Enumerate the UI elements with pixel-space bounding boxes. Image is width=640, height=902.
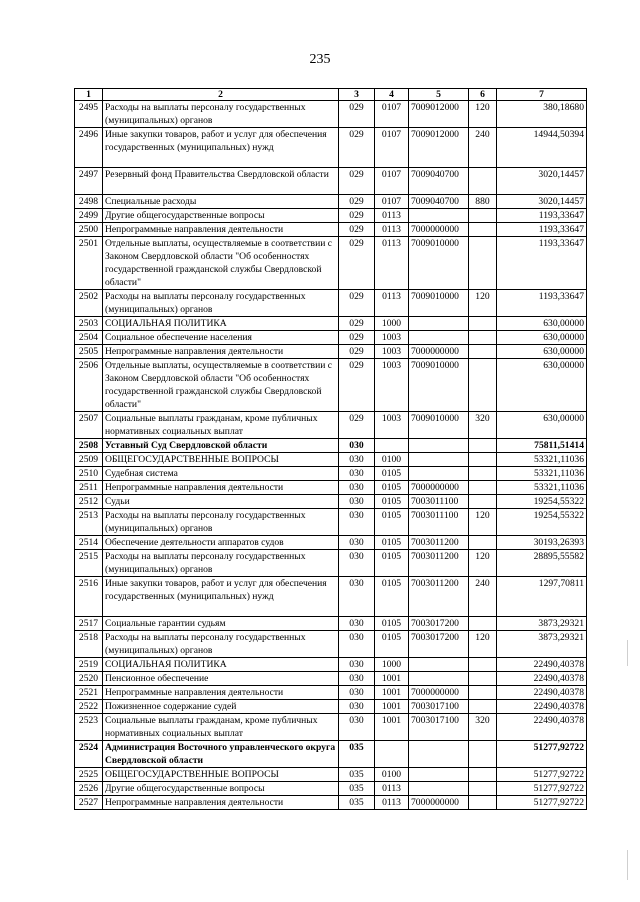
row-amount-cell: 19254,55322 [497, 495, 587, 509]
table-row [75, 168, 587, 195]
row-code-section-cell: 1000 [375, 658, 409, 672]
row-amount-cell: 51277,92722 [497, 768, 587, 782]
header-cell-7: 7 [497, 89, 587, 101]
header-cell-6: 6 [469, 89, 497, 101]
table-row [75, 782, 587, 796]
row-code-article-cell: 7000000000 [409, 481, 469, 495]
row-code-article-cell: 7009010000 [409, 412, 469, 439]
row-amount-cell: 22490,40378 [497, 714, 587, 741]
row-code-article-cell [409, 317, 469, 331]
row-code-ministry-cell: 029 [339, 331, 375, 345]
row-code-type-cell [469, 768, 497, 782]
row-name-cell: Резервный фонд Правительства Свердловской области [103, 168, 339, 195]
row-code-article-cell: 7000000000 [409, 686, 469, 700]
row-code-section-cell: 1000 [375, 317, 409, 331]
table-row [75, 290, 587, 317]
row-amount-cell: 1193,33647 [497, 237, 587, 290]
row-code-ministry-cell: 029 [339, 359, 375, 412]
header-cell-5: 5 [409, 89, 469, 101]
row-name-cell: Непрограммные направления деятельности [103, 796, 339, 810]
row-amount-cell: 1193,33647 [497, 209, 587, 223]
row-code-ministry-cell: 030 [339, 495, 375, 509]
row-number-cell: 2500 [75, 223, 103, 237]
row-name-cell: Иные закупки товаров, работ и услуг для обеспечения государственных (муниципальных) нужд [103, 577, 339, 617]
row-code-ministry-cell: 029 [339, 101, 375, 128]
row-number-cell: 2496 [75, 128, 103, 168]
row-number-cell: 2507 [75, 412, 103, 439]
header-cell-2: 2 [103, 89, 339, 101]
row-code-type-cell: 240 [469, 128, 497, 168]
row-code-ministry-cell: 030 [339, 700, 375, 714]
row-name-cell: Расходы на выплаты персоналу государственных (муниципальных) органов [103, 290, 339, 317]
row-code-article-cell: 7000000000 [409, 223, 469, 237]
row-number-cell: 2526 [75, 782, 103, 796]
row-code-ministry-cell: 030 [339, 467, 375, 481]
row-code-article-cell [409, 658, 469, 672]
row-code-type-cell [469, 345, 497, 359]
table-row [75, 195, 587, 209]
row-code-ministry-cell: 029 [339, 195, 375, 209]
row-number-cell: 2519 [75, 658, 103, 672]
row-code-section-cell: 1003 [375, 359, 409, 412]
row-code-type-cell: 240 [469, 577, 497, 617]
row-code-ministry-cell: 029 [339, 345, 375, 359]
row-amount-cell: 630,00000 [497, 359, 587, 412]
row-code-section-cell: 0113 [375, 223, 409, 237]
row-amount-cell: 630,00000 [497, 331, 587, 345]
row-code-article-cell [409, 453, 469, 467]
row-name-cell: Пожизненное содержание судей [103, 700, 339, 714]
row-number-cell: 2521 [75, 686, 103, 700]
row-code-ministry-cell: 030 [339, 439, 375, 453]
row-name-cell: Другие общегосударственные вопросы [103, 209, 339, 223]
row-code-section-cell: 0113 [375, 796, 409, 810]
table-row [75, 768, 587, 782]
row-name-cell: Отдельные выплаты, осуществляемые в соответствии с Законом Свердловской области "Об особенностях государственной гражданской службы Свердловской области" [103, 237, 339, 290]
row-name-cell: Пенсионное обеспечение [103, 672, 339, 686]
row-code-type-cell: 120 [469, 509, 497, 536]
row-amount-cell: 53321,11036 [497, 453, 587, 467]
row-name-cell: ОБЩЕГОСУДАРСТВЕННЫЕ ВОПРОСЫ [103, 768, 339, 782]
row-code-ministry-cell: 030 [339, 509, 375, 536]
table-row [75, 439, 587, 453]
row-code-article-cell: 7000000000 [409, 796, 469, 810]
row-number-cell: 2527 [75, 796, 103, 810]
row-name-cell: Социальные гарантии судьям [103, 617, 339, 631]
row-number-cell: 2514 [75, 536, 103, 550]
row-name-cell: Расходы на выплаты персоналу государственных (муниципальных) органов [103, 509, 339, 536]
row-code-article-cell: 7003011100 [409, 495, 469, 509]
row-code-type-cell [469, 672, 497, 686]
row-code-section-cell: 0113 [375, 209, 409, 223]
row-code-ministry-cell: 030 [339, 481, 375, 495]
row-code-type-cell [469, 658, 497, 672]
row-code-section-cell: 0105 [375, 536, 409, 550]
row-number-cell: 2513 [75, 509, 103, 536]
row-number-cell: 2504 [75, 331, 103, 345]
row-code-ministry-cell: 030 [339, 453, 375, 467]
table-row [75, 495, 587, 509]
row-number-cell: 2518 [75, 631, 103, 658]
row-name-cell: Расходы на выплаты персоналу государственных (муниципальных) органов [103, 550, 339, 577]
row-code-type-cell [469, 359, 497, 412]
row-code-article-cell: 7009012000 [409, 101, 469, 128]
row-number-cell: 2502 [75, 290, 103, 317]
row-code-section-cell: 1003 [375, 331, 409, 345]
row-number-cell: 2522 [75, 700, 103, 714]
row-name-cell: Судебная система [103, 467, 339, 481]
table-row [75, 658, 587, 672]
row-amount-cell: 630,00000 [497, 345, 587, 359]
row-code-section-cell: 0113 [375, 290, 409, 317]
row-code-article-cell [409, 209, 469, 223]
row-name-cell: Социальное обеспечение населения [103, 331, 339, 345]
table-row [75, 128, 587, 168]
row-code-article-cell: 7009012000 [409, 128, 469, 168]
row-code-type-cell: 120 [469, 631, 497, 658]
row-name-cell: Социальные выплаты гражданам, кроме публичных нормативных социальных выплат [103, 412, 339, 439]
scan-artifact-line [627, 850, 628, 880]
row-code-type-cell [469, 168, 497, 195]
table-row [75, 453, 587, 467]
table-row [75, 509, 587, 536]
row-code-section-cell: 0105 [375, 617, 409, 631]
row-number-cell: 2520 [75, 672, 103, 686]
row-name-cell: Непрограммные направления деятельности [103, 223, 339, 237]
row-code-article-cell: 7009040700 [409, 195, 469, 209]
row-code-type-cell [469, 481, 497, 495]
row-code-section-cell: 0105 [375, 467, 409, 481]
row-code-article-cell [409, 768, 469, 782]
row-number-cell: 2525 [75, 768, 103, 782]
row-amount-cell: 1193,33647 [497, 223, 587, 237]
row-code-section-cell: 0107 [375, 168, 409, 195]
row-code-article-cell [409, 467, 469, 481]
row-code-article-cell [409, 741, 469, 768]
row-number-cell: 2498 [75, 195, 103, 209]
table-row [75, 631, 587, 658]
row-number-cell: 2506 [75, 359, 103, 412]
row-code-article-cell: 7003011200 [409, 577, 469, 617]
row-code-section-cell: 0100 [375, 768, 409, 782]
budget-table [74, 88, 587, 810]
row-code-ministry-cell: 030 [339, 686, 375, 700]
row-name-cell: Непрограммные направления деятельности [103, 345, 339, 359]
row-code-type-cell [469, 439, 497, 453]
table-row [75, 481, 587, 495]
row-code-type-cell [469, 223, 497, 237]
row-code-type-cell [469, 700, 497, 714]
row-code-type-cell [469, 536, 497, 550]
header-cell-3: 3 [339, 89, 375, 101]
row-number-cell: 2508 [75, 439, 103, 453]
row-code-section-cell [375, 741, 409, 768]
row-code-section-cell: 0105 [375, 509, 409, 536]
row-name-cell: Обеспечение деятельности аппаратов судов [103, 536, 339, 550]
table-row [75, 359, 587, 412]
row-amount-cell: 3020,14457 [497, 195, 587, 209]
row-amount-cell: 3873,29321 [497, 617, 587, 631]
row-code-ministry-cell: 029 [339, 237, 375, 290]
row-amount-cell: 19254,55322 [497, 509, 587, 536]
row-amount-cell: 53321,11036 [497, 481, 587, 495]
row-code-section-cell: 1001 [375, 714, 409, 741]
row-code-type-cell [469, 237, 497, 290]
row-code-ministry-cell: 030 [339, 617, 375, 631]
header-cell-1: 1 [75, 89, 103, 101]
row-code-article-cell: 7003011200 [409, 550, 469, 577]
row-amount-cell: 30193,26393 [497, 536, 587, 550]
row-number-cell: 2505 [75, 345, 103, 359]
row-code-type-cell [469, 686, 497, 700]
row-code-type-cell [469, 796, 497, 810]
row-amount-cell: 14944,50394 [497, 128, 587, 168]
table-row [75, 741, 587, 768]
table-row [75, 686, 587, 700]
row-code-section-cell: 0105 [375, 495, 409, 509]
row-amount-cell: 28895,55582 [497, 550, 587, 577]
row-code-section-cell: 0100 [375, 453, 409, 467]
row-code-ministry-cell: 030 [339, 550, 375, 577]
table-row [75, 536, 587, 550]
row-code-article-cell [409, 331, 469, 345]
table-row [75, 672, 587, 686]
row-code-type-cell [469, 495, 497, 509]
row-name-cell: Специальные расходы [103, 195, 339, 209]
row-code-type-cell [469, 741, 497, 768]
row-number-cell: 2515 [75, 550, 103, 577]
row-code-section-cell: 0107 [375, 195, 409, 209]
row-code-type-cell: 320 [469, 714, 497, 741]
row-name-cell: СОЦИАЛЬНАЯ ПОЛИТИКА [103, 317, 339, 331]
table-row [75, 577, 587, 617]
table-row [75, 237, 587, 290]
row-code-ministry-cell: 029 [339, 290, 375, 317]
row-amount-cell: 22490,40378 [497, 686, 587, 700]
row-code-section-cell: 0105 [375, 481, 409, 495]
row-code-type-cell: 320 [469, 412, 497, 439]
row-number-cell: 2517 [75, 617, 103, 631]
scan-artifact-line [627, 640, 628, 666]
header-cell-4: 4 [375, 89, 409, 101]
page-number: 235 [309, 52, 331, 67]
row-code-article-cell: 7003011200 [409, 536, 469, 550]
row-code-section-cell: 0113 [375, 782, 409, 796]
row-amount-cell: 380,18680 [497, 101, 587, 128]
row-name-cell: Другие общегосударственные вопросы [103, 782, 339, 796]
row-code-ministry-cell: 035 [339, 741, 375, 768]
row-name-cell: Иные закупки товаров, работ и услуг для обеспечения государственных (муниципальных) нужд [103, 128, 339, 168]
row-code-ministry-cell: 029 [339, 209, 375, 223]
table-row [75, 223, 587, 237]
table-header-row [75, 89, 587, 101]
row-code-article-cell: 7009040700 [409, 168, 469, 195]
row-number-cell: 2524 [75, 741, 103, 768]
table-row [75, 209, 587, 223]
row-code-article-cell: 7009010000 [409, 290, 469, 317]
row-code-article-cell: 7000000000 [409, 345, 469, 359]
row-amount-cell: 51277,92722 [497, 741, 587, 768]
row-amount-cell: 53321,11036 [497, 467, 587, 481]
table-row [75, 550, 587, 577]
row-name-cell: Уставный Суд Свердловской области [103, 439, 339, 453]
row-code-section-cell [375, 439, 409, 453]
row-amount-cell: 630,00000 [497, 317, 587, 331]
row-amount-cell: 3873,29321 [497, 631, 587, 658]
row-number-cell: 2511 [75, 481, 103, 495]
table-row [75, 101, 587, 128]
row-name-cell: Расходы на выплаты персоналу государственных (муниципальных) органов [103, 101, 339, 128]
row-code-ministry-cell: 029 [339, 168, 375, 195]
row-code-type-cell [469, 453, 497, 467]
row-code-section-cell: 0107 [375, 128, 409, 168]
row-code-article-cell [409, 782, 469, 796]
row-code-article-cell [409, 672, 469, 686]
row-number-cell: 2516 [75, 577, 103, 617]
row-code-ministry-cell: 030 [339, 672, 375, 686]
row-code-ministry-cell: 030 [339, 536, 375, 550]
table-row [75, 714, 587, 741]
row-amount-cell: 51277,92722 [497, 796, 587, 810]
row-number-cell: 2495 [75, 101, 103, 128]
row-number-cell: 2509 [75, 453, 103, 467]
row-name-cell: Социальные выплаты гражданам, кроме публичных нормативных социальных выплат [103, 714, 339, 741]
row-amount-cell: 22490,40378 [497, 672, 587, 686]
row-number-cell: 2512 [75, 495, 103, 509]
row-code-ministry-cell: 029 [339, 128, 375, 168]
row-amount-cell: 22490,40378 [497, 658, 587, 672]
row-code-type-cell [469, 782, 497, 796]
row-code-ministry-cell: 035 [339, 782, 375, 796]
row-code-section-cell: 0113 [375, 237, 409, 290]
row-name-cell: Судьи [103, 495, 339, 509]
row-code-article-cell: 7003017100 [409, 700, 469, 714]
row-code-section-cell: 0105 [375, 577, 409, 617]
row-number-cell: 2523 [75, 714, 103, 741]
row-code-type-cell: 880 [469, 195, 497, 209]
row-code-article-cell: 7003017100 [409, 714, 469, 741]
row-code-type-cell [469, 617, 497, 631]
row-code-section-cell: 1001 [375, 672, 409, 686]
row-number-cell: 2499 [75, 209, 103, 223]
row-name-cell: Отдельные выплаты, осуществляемые в соответствии с Законом Свердловской области "Об особенностях государственной гражданской службы Свердловской области" [103, 359, 339, 412]
row-name-cell: Расходы на выплаты персоналу государственных (муниципальных) органов [103, 631, 339, 658]
table-row [75, 617, 587, 631]
row-code-ministry-cell: 029 [339, 317, 375, 331]
row-code-section-cell: 0105 [375, 631, 409, 658]
row-number-cell: 2501 [75, 237, 103, 290]
row-code-article-cell: 7009010000 [409, 237, 469, 290]
row-code-type-cell [469, 317, 497, 331]
row-code-ministry-cell: 035 [339, 796, 375, 810]
row-code-section-cell: 1001 [375, 686, 409, 700]
row-amount-cell: 22490,40378 [497, 700, 587, 714]
row-code-ministry-cell: 030 [339, 714, 375, 741]
row-code-section-cell: 1001 [375, 700, 409, 714]
row-code-section-cell: 0105 [375, 550, 409, 577]
table-row [75, 700, 587, 714]
table-row [75, 331, 587, 345]
row-number-cell: 2497 [75, 168, 103, 195]
table-row [75, 796, 587, 810]
row-code-section-cell: 1003 [375, 345, 409, 359]
row-code-section-cell: 0107 [375, 101, 409, 128]
row-code-ministry-cell: 030 [339, 577, 375, 617]
row-name-cell: СОЦИАЛЬНАЯ ПОЛИТИКА [103, 658, 339, 672]
row-amount-cell: 630,00000 [497, 412, 587, 439]
table-row [75, 412, 587, 439]
row-code-article-cell [409, 439, 469, 453]
row-code-ministry-cell: 029 [339, 223, 375, 237]
row-name-cell: Непрограммные направления деятельности [103, 686, 339, 700]
row-number-cell: 2510 [75, 467, 103, 481]
row-number-cell: 2503 [75, 317, 103, 331]
row-name-cell: ОБЩЕГОСУДАРСТВЕННЫЕ ВОПРОСЫ [103, 453, 339, 467]
row-code-article-cell: 7003011100 [409, 509, 469, 536]
table-row [75, 467, 587, 481]
row-amount-cell: 3020,14457 [497, 168, 587, 195]
row-amount-cell: 1297,70811 [497, 577, 587, 617]
row-code-type-cell: 120 [469, 101, 497, 128]
row-code-article-cell: 7003017200 [409, 617, 469, 631]
row-code-ministry-cell: 030 [339, 631, 375, 658]
row-amount-cell: 75811,51414 [497, 439, 587, 453]
row-code-ministry-cell: 030 [339, 658, 375, 672]
row-code-article-cell: 7003017200 [409, 631, 469, 658]
row-code-type-cell: 120 [469, 550, 497, 577]
row-code-ministry-cell: 035 [339, 768, 375, 782]
row-code-section-cell: 1003 [375, 412, 409, 439]
row-code-type-cell [469, 209, 497, 223]
row-amount-cell: 1193,33647 [497, 290, 587, 317]
row-code-ministry-cell: 029 [339, 412, 375, 439]
row-code-article-cell: 7009010000 [409, 359, 469, 412]
table-body [75, 101, 587, 810]
table-row [75, 345, 587, 359]
row-name-cell: Непрограммные направления деятельности [103, 481, 339, 495]
row-code-type-cell [469, 331, 497, 345]
row-name-cell: Администрация Восточного управленческого округа Свердловской области [103, 741, 339, 768]
table-row [75, 317, 587, 331]
row-code-type-cell [469, 467, 497, 481]
row-code-type-cell: 120 [469, 290, 497, 317]
row-amount-cell: 51277,92722 [497, 782, 587, 796]
